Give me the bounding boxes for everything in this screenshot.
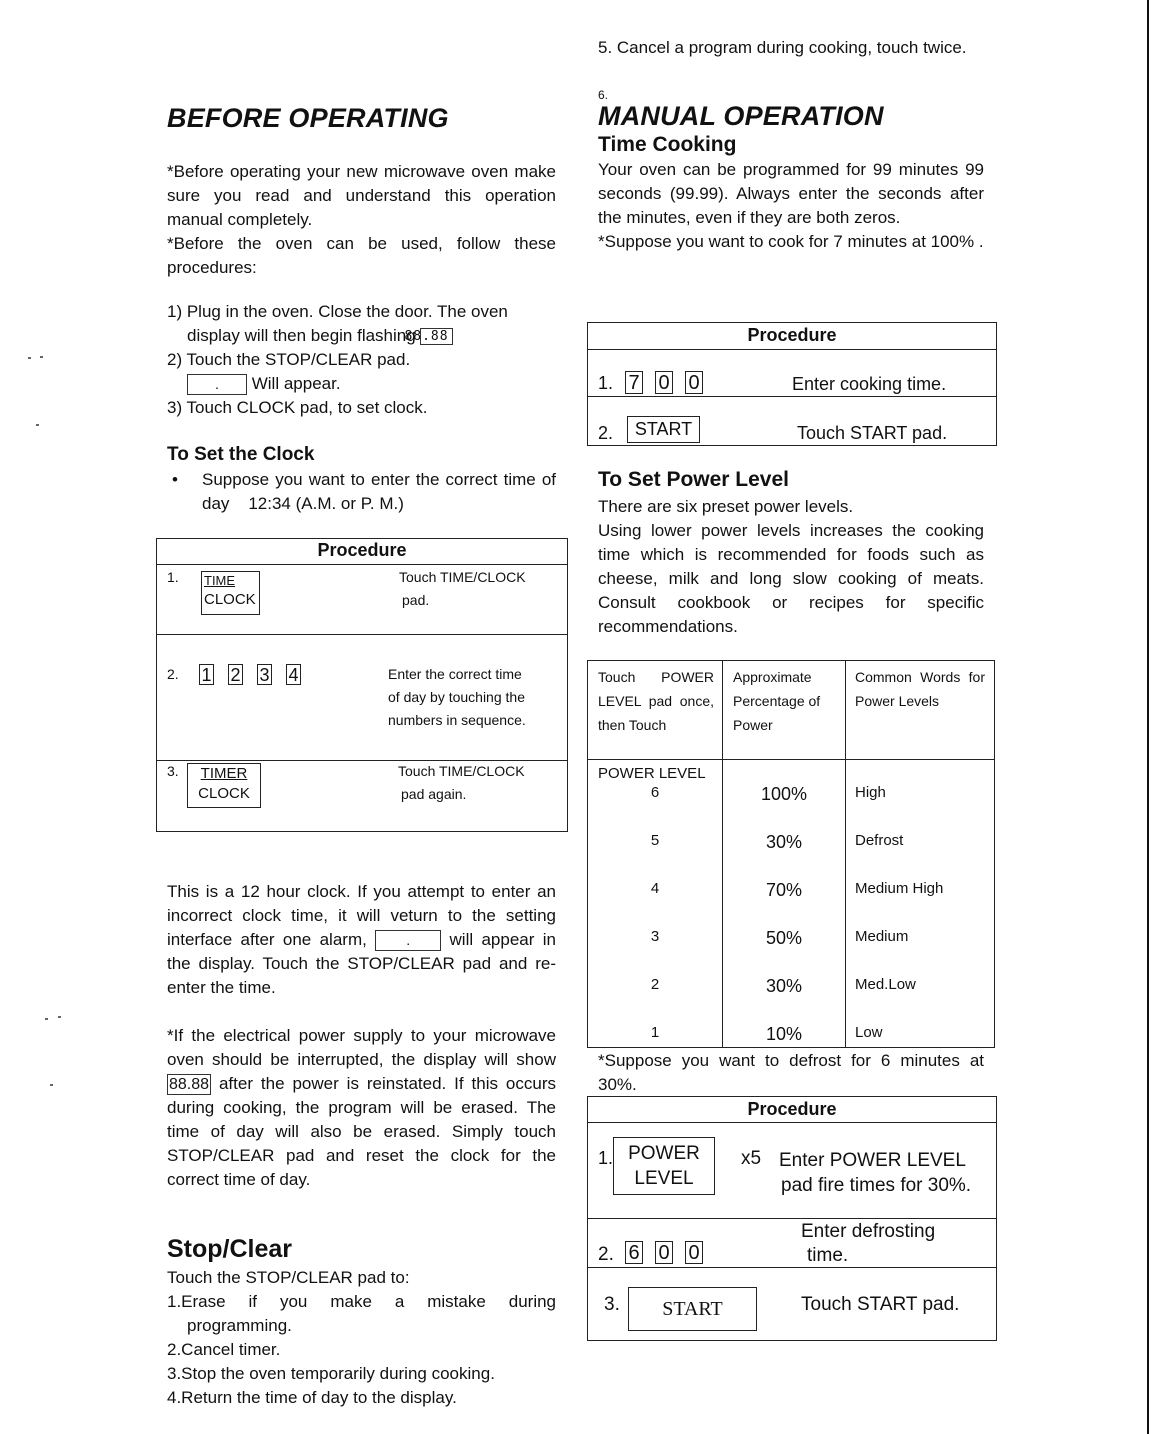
- table-rule: [587, 1267, 997, 1268]
- stop-clear-item: 1.Erase if you make a mistake during programming.: [167, 1292, 556, 1335]
- timer-clock-pad: [187, 763, 261, 808]
- scan-speck: [58, 1016, 61, 1018]
- power-percent-value: 70%: [765, 880, 803, 900]
- power-interrupt-note: [167, 1024, 556, 1192]
- table-rule: [587, 759, 995, 760]
- setup-step-3: 3) Touch CLOCK pad, to set clock.: [167, 398, 428, 417]
- press-count: x5: [741, 1148, 762, 1169]
- timer-clock-pad-bottom: CLOCK: [198, 785, 250, 802]
- clock-row2-desc-2: of day by touching the: [388, 689, 525, 705]
- power-table-header-words: Common Words for Power Levels: [855, 669, 985, 709]
- clock-bullet-line: Suppose you want to enter the correct time of day: [202, 470, 556, 513]
- table-rule: [587, 349, 997, 350]
- table-rule: [156, 634, 568, 635]
- flashing-display: 88.88: [420, 328, 452, 345]
- power-level-value: 3: [650, 928, 660, 945]
- clock-row1-desc: [399, 566, 526, 612]
- blank-display: .: [187, 374, 247, 395]
- power-word-value: Low: [855, 1024, 883, 1041]
- defrost-row1-desc: [779, 1148, 971, 1198]
- defrost-row1-desc-2: pad fire times for 30%.: [781, 1175, 972, 1196]
- digit-key: 0: [685, 1241, 703, 1264]
- defrost-row2-desc-1: Enter defrosting: [801, 1221, 936, 1242]
- defrost-row1-num: 1.: [598, 1148, 614, 1168]
- defrost-row2-desc-2: time.: [807, 1245, 849, 1266]
- power-interrupt-note-text: *If the electrical power supply to your microwave oven should be interrupted, the display will show: [167, 1026, 556, 1069]
- power-level-value: 2: [650, 976, 660, 993]
- blank-display: .: [375, 930, 441, 951]
- intro-text: [167, 160, 556, 280]
- power-word-value: Med.Low: [855, 976, 916, 993]
- clock-row3-num: 3.: [167, 763, 179, 779]
- power-word-value: Medium High: [855, 880, 944, 897]
- power-level-pad-bottom: LEVEL: [634, 1168, 694, 1189]
- clock-row1-num: 1.: [167, 569, 179, 585]
- power-table-header-percent: Approximate Percentage of Power: [733, 669, 821, 733]
- digit-key: 2: [228, 664, 243, 685]
- clock-row3-desc-1: Touch TIME/CLOCK: [398, 763, 525, 779]
- table-rule: [587, 396, 997, 397]
- defrost-procedure-heading: Procedure: [747, 1099, 837, 1119]
- power-word-value: Medium: [855, 928, 909, 945]
- power-level-description: Using lower power levels increases the cooking time which is recommended for foods such as cheese, milk and long slow cooking of meats. Consult cookbook or recipes for specific recommendations.: [598, 521, 984, 636]
- scan-speck: [45, 1018, 48, 1020]
- setup-steps: [167, 300, 556, 420]
- power-percent-value: 100%: [760, 784, 808, 804]
- cancel-program-item: 5. Cancel a program during cooking, touch twice.: [598, 38, 967, 57]
- table-rule: [587, 1218, 997, 1219]
- scan-speck: [36, 424, 39, 426]
- before-operating-title: BEFORE OPERATING: [167, 103, 449, 133]
- time-clock-pad-bottom: CLOCK: [204, 591, 256, 608]
- clock-bullet-text: [202, 468, 556, 516]
- stop-clear-list: [167, 1266, 556, 1410]
- time-procedure-heading: Procedure: [747, 325, 837, 345]
- digit-key: 4: [286, 664, 301, 685]
- power-percent-value: 30%: [765, 976, 803, 996]
- power-level-value: 1: [650, 1024, 660, 1041]
- clock-row2-digits: [199, 664, 315, 686]
- clock-row3-desc-2: pad again.: [401, 786, 467, 802]
- setup-step-1-text: 1) Plug in the oven. Close the door. The oven display will then begin flashing: [167, 302, 508, 345]
- digit-key: 0: [655, 371, 673, 394]
- power-level-caption: POWER LEVEL: [598, 765, 706, 782]
- time-cooking-heading: Time Cooking: [598, 133, 737, 156]
- table-rule: [722, 660, 723, 1048]
- clock-bullet-symbol: •: [172, 470, 178, 489]
- clock-row2-desc-1: Enter the correct time: [388, 666, 522, 682]
- digit-key: 7: [625, 371, 643, 394]
- interrupt-display: 88.88: [169, 1076, 210, 1094]
- table-rule: [845, 660, 846, 1048]
- table-rule: [156, 564, 568, 565]
- twelve-hour-note-text: This is a 12 hour clock. If you attempt to enter an incorrect clock time, it will veturn to the setting interface after one alarm,: [167, 882, 556, 949]
- power-word-value: Defrost: [855, 832, 904, 849]
- power-level-intro: There are six preset power levels.: [598, 497, 854, 516]
- time-row1-desc: Enter cooking time.: [792, 374, 947, 394]
- start-pad: START: [627, 416, 700, 443]
- start-pad: START: [628, 1287, 757, 1331]
- twelve-hour-note: [167, 880, 556, 1000]
- power-level-heading: To Set Power Level: [598, 468, 789, 491]
- power-level-pad-top: POWER: [628, 1143, 700, 1164]
- stop-clear-item: 4.Return the time of day to the display.: [167, 1388, 457, 1407]
- power-percent-value: 50%: [765, 928, 803, 948]
- time-row2-desc: Touch START pad.: [797, 423, 948, 443]
- digit-key: 3: [257, 664, 272, 685]
- time-row2-num: 2.: [598, 423, 614, 443]
- time-cooking-example: *Suppose you want to cook for 7 minutes at 100% .: [598, 232, 984, 251]
- power-table-header-touch: Touch POWER LEVEL pad once, then Touch: [598, 669, 714, 733]
- digit-key: 1: [199, 664, 214, 685]
- clock-procedure-heading: Procedure: [317, 540, 407, 560]
- manual-operation-title: MANUAL OPERATION: [598, 101, 884, 131]
- item-six-number: 6.: [598, 88, 609, 102]
- set-clock-heading: To Set the Clock: [167, 444, 315, 465]
- defrost-row2-num: 2.: [598, 1244, 614, 1265]
- clock-row1-desc-2: pad.: [402, 592, 430, 608]
- power-level-value: 6: [650, 784, 660, 801]
- clock-row2-desc-3: numbers in sequence.: [388, 712, 526, 728]
- defrost-row2-digits: [625, 1241, 715, 1264]
- setup-step-2: 2) Touch the STOP/CLEAR pad.: [167, 350, 411, 369]
- power-interrupt-note-end: after the power is reinstated. If this occurs during cooking, the program will be erased. The time of day will also be erased. Simply touch STOP/CLEAR pad and reset the clock for the correct time of day.: [167, 1074, 556, 1189]
- setup-step-1: [167, 300, 556, 348]
- scan-speck: [40, 356, 43, 358]
- time-row1-digits: [625, 371, 715, 394]
- intro-paragraph-1: *Before operating your new microwave oven make sure you read and understand this operation manual completely.: [167, 162, 556, 229]
- defrost-row3-desc: Touch START pad.: [801, 1294, 960, 1315]
- twelve-hour-note-end: will appear in the display. Touch the STOP/CLEAR pad and re-enter the time.: [167, 930, 556, 997]
- clock-row3-desc: [398, 760, 525, 806]
- clock-example-time: 12:34 (A.M. or P. M.): [248, 494, 404, 513]
- digit-key: 6: [625, 1241, 643, 1264]
- defrost-row1-desc-1: Enter POWER LEVEL: [779, 1150, 966, 1171]
- clock-row1-desc-1: Touch TIME/CLOCK: [399, 569, 526, 585]
- time-cooking-paragraph: Your oven can be programmed for 99 minutes 99 seconds (99.99). Always enter the seconds after the minutes, even if they are both zeros.: [598, 160, 984, 227]
- scan-speck: [28, 357, 31, 359]
- clock-row2-num: 2.: [167, 666, 179, 682]
- power-level-pad: [613, 1137, 715, 1195]
- power-level-text: [598, 495, 984, 639]
- scan-speck: [50, 1084, 53, 1086]
- defrost-row3-num: 3.: [604, 1294, 620, 1315]
- defrost-row2-desc: [801, 1220, 935, 1268]
- power-level-value: 5: [650, 832, 660, 849]
- digit-key: 0: [685, 371, 703, 394]
- power-level-value: 4: [650, 880, 660, 897]
- digit-key: 0: [655, 1241, 673, 1264]
- stop-clear-heading: Stop/Clear: [167, 1235, 293, 1263]
- stop-clear-item: 3.Stop the oven temporarily during cooking.: [167, 1364, 495, 1383]
- clock-row2-desc: [388, 663, 526, 732]
- time-cooking-text: [598, 158, 984, 254]
- time-row1-num: 1.: [598, 373, 614, 393]
- intro-paragraph-2: *Before the oven can be used, follow these procedures:: [167, 234, 556, 277]
- power-word-value: High: [855, 784, 886, 801]
- will-appear-text: Will appear.: [251, 374, 341, 393]
- setup-step-2-display-line: [167, 372, 556, 396]
- timer-clock-pad-top: TIMER: [200, 765, 248, 782]
- table-rule: [587, 1122, 997, 1123]
- page-edge-rule: [1147, 0, 1149, 1434]
- time-clock-pad-top: TIME: [204, 573, 236, 588]
- power-percent-value: 10%: [765, 1024, 803, 1044]
- power-percent-value: 30%: [765, 832, 803, 852]
- defrost-example: *Suppose you want to defrost for 6 minutes at 30%.: [598, 1051, 984, 1094]
- time-clock-pad: [201, 571, 260, 615]
- stop-clear-intro: Touch the STOP/CLEAR pad to:: [167, 1268, 410, 1287]
- stop-clear-item: 2.Cancel timer.: [167, 1340, 281, 1359]
